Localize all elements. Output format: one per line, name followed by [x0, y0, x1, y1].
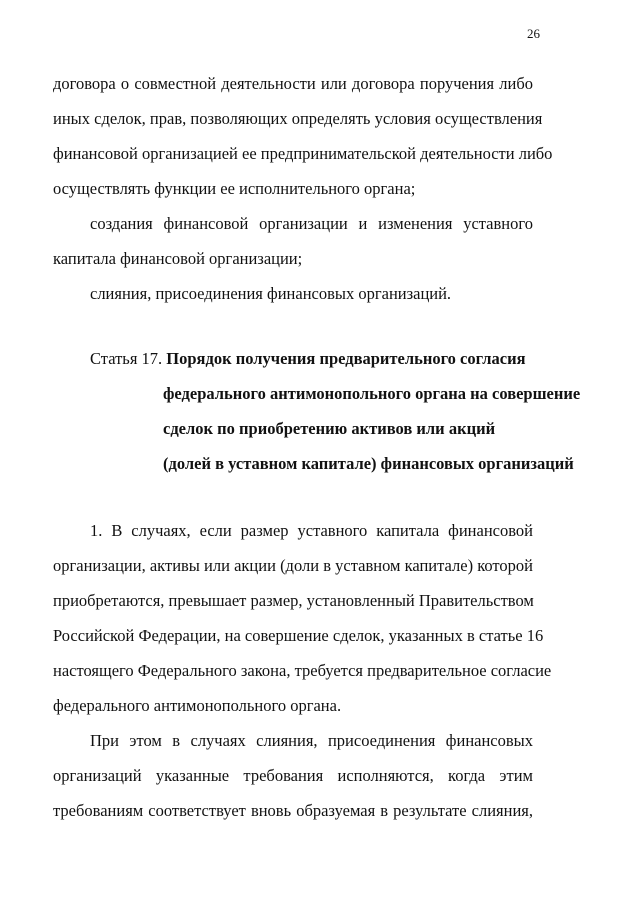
text-line: 1. В случаях, если размер уставного капитала финансовой	[90, 521, 533, 540]
article-title-line: (долей в уставном капитале) финансовых организаций	[163, 454, 574, 473]
text-line: иных сделок, прав, позволяющих определять условия осуществления	[53, 109, 543, 128]
text-line: Российской Федерации, на совершение сделок, указанных в статье 16	[53, 626, 544, 645]
text-line: организаций указанные требования исполняются, когда этим	[53, 766, 533, 785]
article-title-line: федерального антимонопольного органа на совершение	[163, 384, 581, 403]
article-heading	[90, 349, 526, 369]
text-line: договора о совместной деятельности или договора поручения либо	[53, 74, 533, 93]
text-line: федерального антимонопольного органа.	[53, 696, 342, 715]
text-line: требованиям соответствует вновь образуемая в результате слияния,	[53, 801, 533, 820]
text-line: слияния, присоединения финансовых организаций.	[90, 284, 452, 303]
text-line: организации, активы или акции (доли в уставном капитале) которой	[53, 556, 533, 575]
text-line: При этом в случаях слияния, присоединения финансовых	[90, 731, 533, 750]
text-line: создания финансовой организации и изменения уставного	[90, 214, 533, 233]
text-line: осуществлять функции ее исполнительного органа;	[53, 179, 416, 198]
text-line: настоящего Федерального закона, требуется предварительное согласие	[53, 661, 552, 680]
text-line: финансовой организацией ее предпринимательской деятельности либо	[53, 144, 553, 163]
article-label: Статья 17.	[90, 349, 163, 368]
text-line: приобретаются, превышает размер, установленный Правительством	[53, 591, 534, 610]
article-title-line: Порядок получения предварительного согласия	[166, 349, 526, 368]
text-line: капитала финансовой организации;	[53, 249, 303, 268]
article-title-line: сделок по приобретению активов или акций	[163, 419, 496, 438]
page-number: 26	[527, 26, 540, 41]
